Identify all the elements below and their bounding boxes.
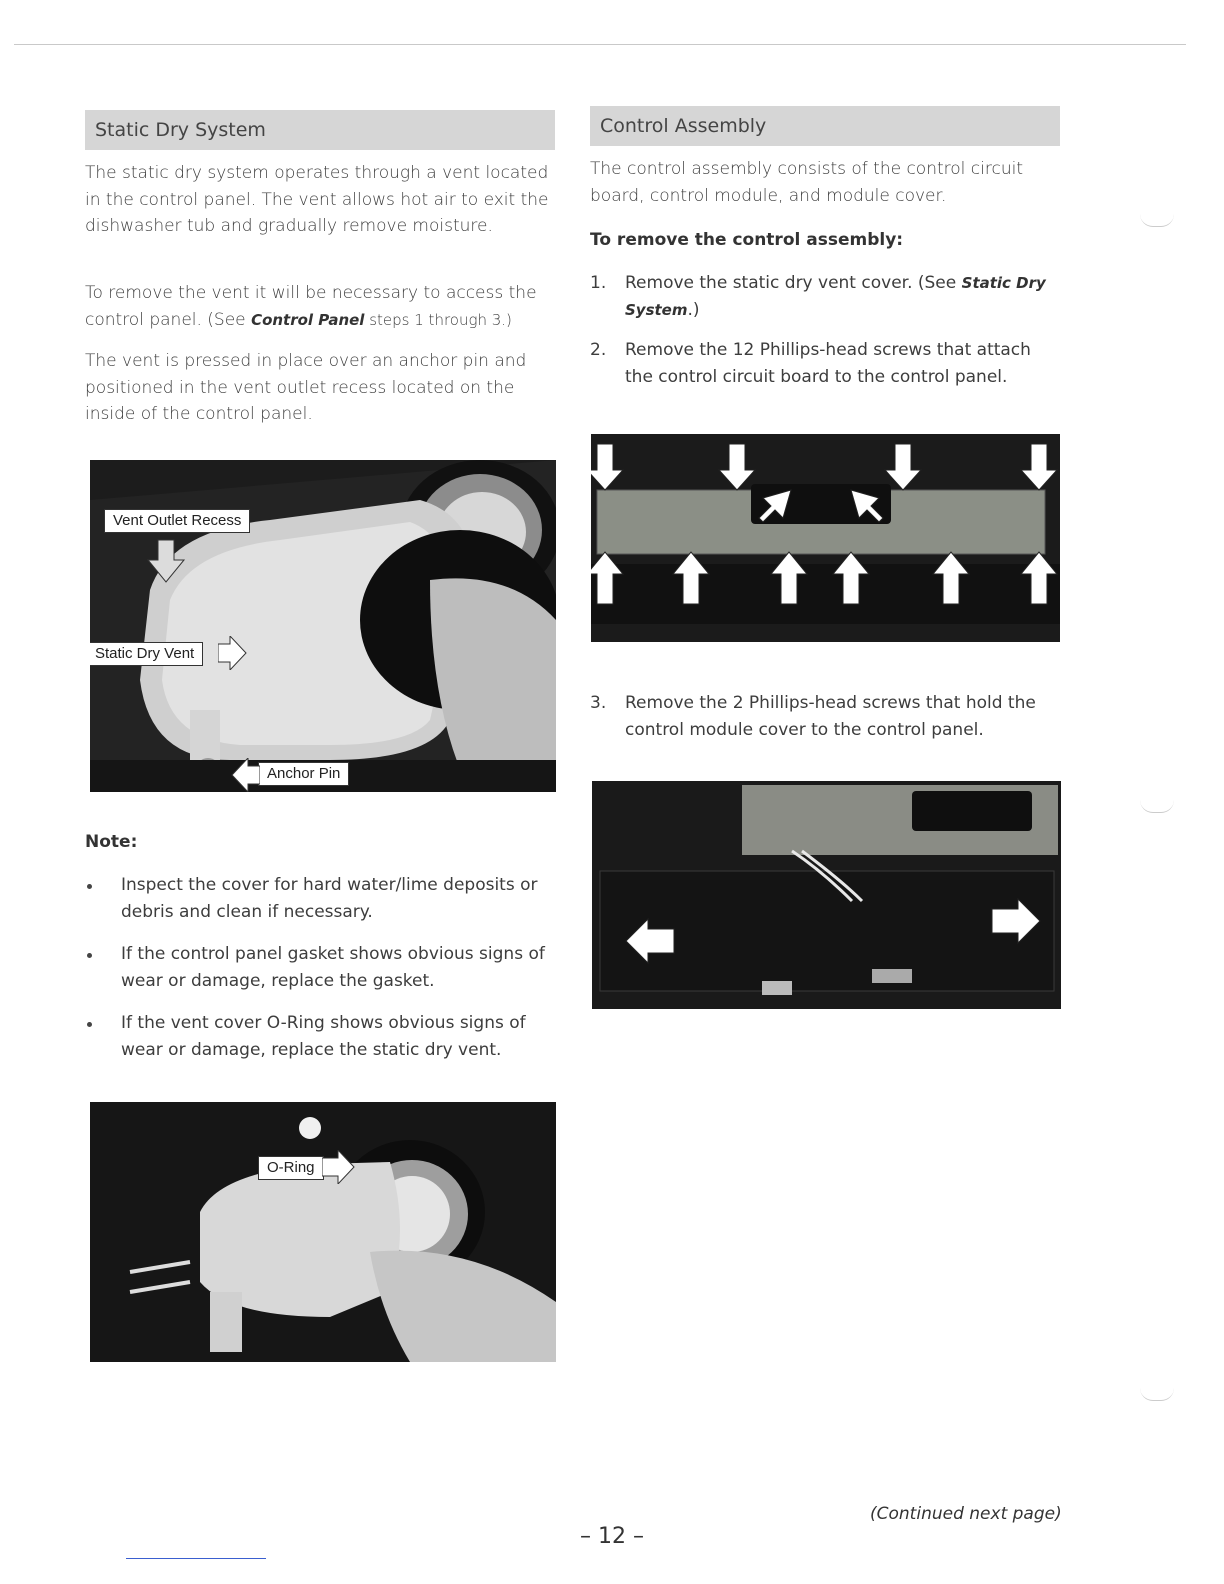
bullet-dot: [87, 1022, 92, 1027]
static-dry-system-header: Static Dry System: [85, 110, 555, 150]
oring-arrow: [322, 1150, 356, 1184]
page-edge-mark: [1140, 800, 1174, 813]
top-rule: [14, 44, 1186, 45]
control-assembly-header: Control Assembly: [590, 106, 1060, 146]
static-dry-vent-arrow: [218, 636, 248, 670]
oring-label: O-Ring: [258, 1156, 324, 1180]
removal-subhead: To remove the control assembly:: [590, 230, 904, 250]
anchor-pin-label: Anchor Pin: [258, 762, 349, 786]
footer-link-underline: [126, 1558, 266, 1559]
control-board-photo: [591, 434, 1060, 642]
continued-note: (Continued next page): [870, 1504, 1062, 1524]
module-cover-illustration: [592, 781, 1061, 1009]
control-panel-ref: Control Panel: [251, 310, 365, 329]
control-assembly-intro: The control assembly consists of the control circuit board, control module, and module cover.: [590, 159, 1023, 206]
oring-photo-illustration: [90, 1102, 556, 1362]
control-board-illustration: [591, 434, 1060, 642]
vent-outlet-recess-label: Vent Outlet Recess: [104, 509, 250, 533]
static-dry-removal-para: To remove the vent it will be necessary to access the control panel. (See Control Panel steps 1 through 3.): [85, 283, 537, 330]
anchor-pin-arrow: [230, 758, 260, 792]
oring-photo: [90, 1102, 556, 1362]
page-number: – 12 –: [580, 1524, 644, 1549]
bullet-dot: [87, 884, 92, 889]
note-label: Note:: [85, 832, 138, 852]
page-edge-mark: [1140, 214, 1174, 227]
static-dry-vent-label: Static Dry Vent: [90, 642, 203, 666]
page-edge-mark: [1140, 1388, 1174, 1401]
static-dry-system-ref: Static Dry System: [625, 274, 1046, 319]
bullet-dot: [87, 953, 92, 958]
static-dry-vent-photo: [90, 460, 556, 792]
module-cover-photo: [592, 781, 1061, 1009]
static-dry-intro: The static dry system operates through a vent located in the control panel. The vent allows hot air to exit the dishwasher tub and gradually remove moisture.: [85, 163, 549, 236]
vent-location-para: The vent is pressed in place over an anchor pin and positioned in the vent outlet recess located on the inside of the control panel.: [85, 351, 527, 424]
